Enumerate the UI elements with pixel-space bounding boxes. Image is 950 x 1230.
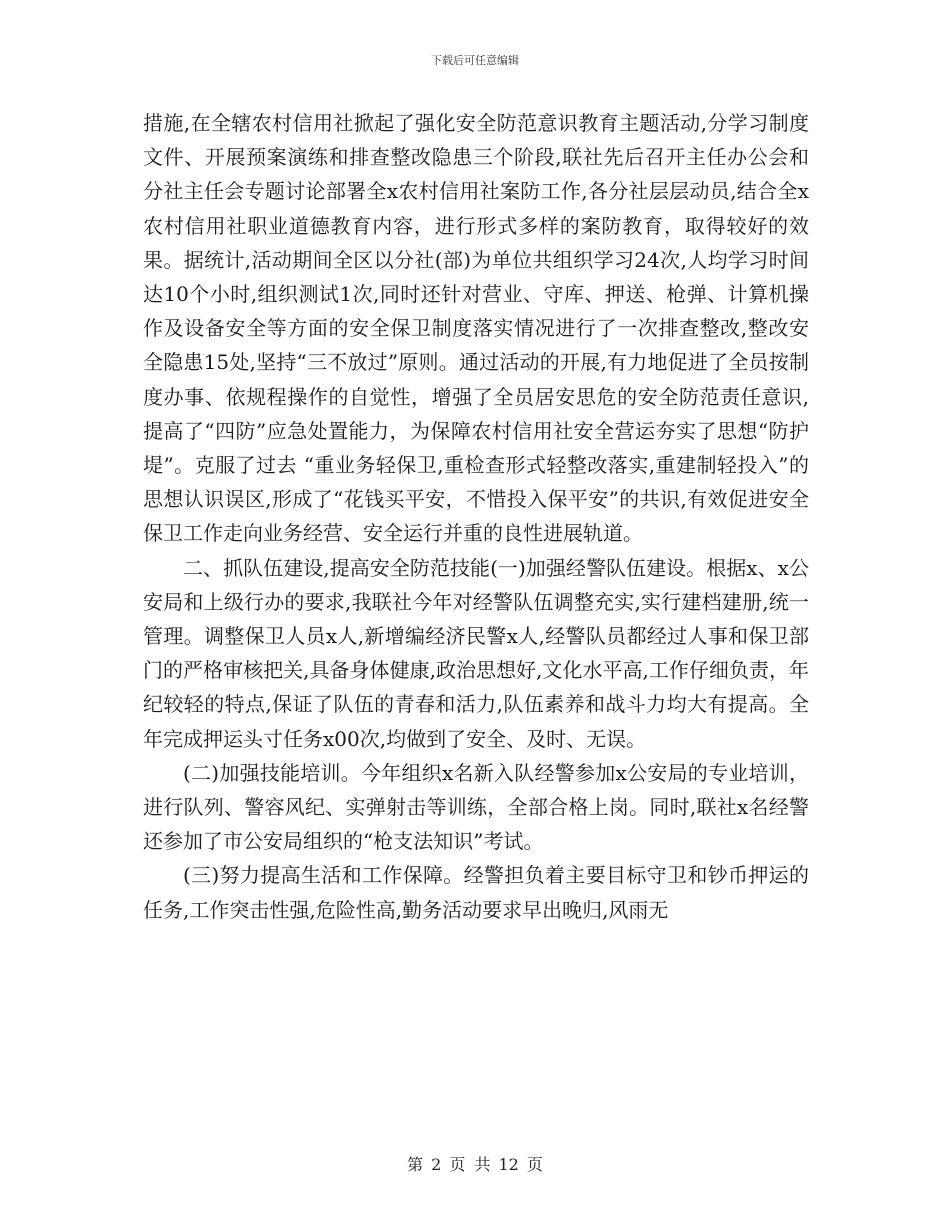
- total-pages: 12: [498, 1155, 519, 1174]
- paragraph-4: (三)努力提高生活和工作保障。经警担负着主要目标守卫和钞币押运的任务,工作突击性强,危险性高,勤务活动要求早出晚归,风雨无: [143, 863, 809, 922]
- document-body: [143, 106, 809, 927]
- footer-suffix: 页: [526, 1155, 543, 1174]
- footer-prefix: 第: [407, 1155, 424, 1174]
- paragraph-2: 二、抓队伍建设,提高安全防范技能(一)加强经警队伍建设。根据x、x公安局和上级行办的要求,我联社今年对经警队伍调整充实,实行建档建册,统一管理。调整保卫人员x人,新增编经济民警x人,经警队员都经过人事和保卫部门的严格审核把关,具备身体健康,政治思想好,文化水平高,工作仔细负责，年纪较轻的特点,保证了队伍的青春和活力,队伍素养和战斗力均大有提高。全年完成押运头寸任务x00次,均做到了安全、及时、无误。: [143, 555, 809, 751]
- paragraph-1: 措施,在全辖农村信用社掀起了强化安全防范意识教育主题活动,分学习制度文件、开展预案演练和排查整改隐患三个阶段,联社先后召开主任办公会和分社主任会专题讨论部署全x农村信用社案防工作,各分社层层动员,结合全x农村信用社职业道德教育内容，进行形式多样的案防教育，取得较好的效果。据统计,活动期间全区以分社(部)为单位共组织学习24次,人均学习时间达10个小时,组织测试1次,同时还针对营业、守库、押送、枪弹、计算机操作及设备安全等方面的安全保卫制度落实情况进行了一次排查整改,整改安全隐患15处,坚持“三不放过”原则。通过活动的开展,有力地促进了全员按制度办事、依规程操作的自觉性，增强了全员居安思危的安全防范责任意识,提高了“四防”应急处置能力，为保障农村信用社安全营运夯实了思想“防护堤”。克服了过去 “重业务轻保卫,重检查形式轻整改落实,重建制轻投入”的思想认识误区,形成了“花钱买平安，不惜投入保平安”的共识,有效促进安全保卫工作走向业务经营、安全运行并重的良性进展轨道。: [143, 111, 809, 546]
- paragraph-3: (二)加强技能培训。今年组织x名新入队经警参加x公安局的专业培训，进行队列、警容风纪、实弹射击等训练，全部合格上岗。同时,联社x名经警还参加了市公安局组织的“枪支法知识”考试。: [143, 760, 809, 854]
- page-header: 下载后可任意编辑: [431, 54, 519, 67]
- page-number: 2: [431, 1155, 442, 1174]
- page-footer: [0, 1152, 950, 1175]
- footer-middle: 页 共: [449, 1155, 491, 1174]
